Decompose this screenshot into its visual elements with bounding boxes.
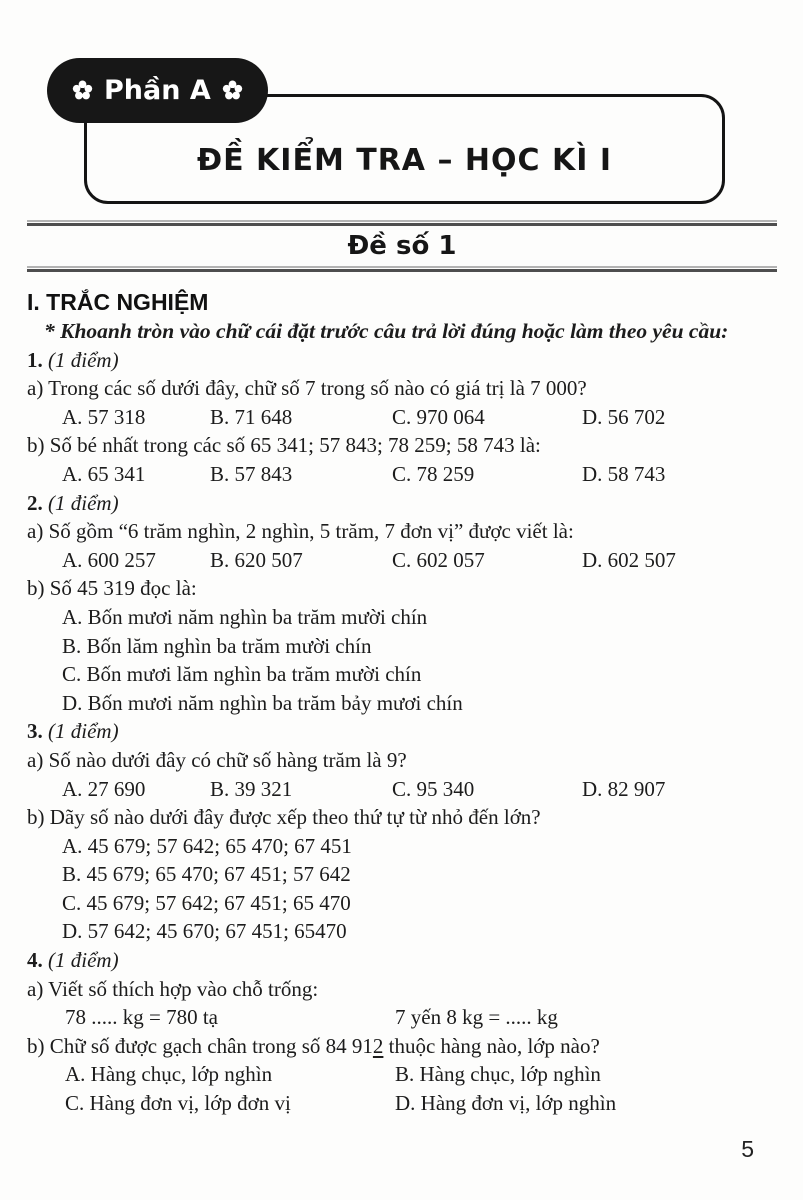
option-b: B. 620 507	[210, 547, 303, 572]
question-3	[27, 717, 779, 946]
test-number-band	[27, 220, 777, 272]
question-head	[27, 946, 779, 975]
section-instruction: * Khoanh tròn vào chữ cái đặt trước câu trả lời đúng hoặc làm theo yêu cầu:	[44, 319, 729, 343]
option-d: D. 56 702	[582, 404, 666, 429]
question-2b-options	[27, 603, 779, 717]
option-d: D. 58 743	[582, 461, 666, 486]
option-a: A. 45 679; 57 642; 65 470; 67 451	[62, 833, 352, 858]
question-points: (1 điểm)	[48, 719, 119, 744]
option-b: B. 45 679; 65 470; 67 451; 57 642	[62, 862, 351, 887]
option-d: D. Hàng đơn vị, lớp nghìn	[395, 1091, 617, 1116]
section-heading: I. TRẮC NGHIỆM	[27, 289, 209, 315]
option-a: A. Bốn mươi năm nghìn ba trăm mười chín	[62, 604, 428, 629]
question-4	[27, 946, 779, 1118]
question-1a-prompt: a) Trong các số dưới đây, chữ số 7 trong số nào có giá trị là 7 000?	[27, 376, 587, 401]
exam-title: ĐỀ KIỂM TRA – HỌC KÌ I	[196, 142, 613, 178]
question-4b-options	[27, 1060, 779, 1117]
option-c: C. 602 057	[392, 547, 485, 572]
option-c: C. 45 679; 57 642; 67 451; 65 470	[62, 890, 351, 915]
prompt-suffix: thuộc hàng nào, lớp nào?	[383, 1033, 600, 1058]
question-3b-options	[27, 832, 779, 946]
question-4a-prompt: a) Viết số thích hợp vào chỗ trống:	[27, 976, 319, 1001]
question-number: 3.	[27, 719, 43, 744]
option-c: C. 970 064	[392, 404, 485, 429]
option-b: B. Bốn lăm nghìn ba trăm mười chín	[62, 633, 372, 658]
question-1b-prompt: b) Số bé nhất trong các số 65 341; 57 843; 78 259; 58 743 là:	[27, 433, 541, 458]
question-1a-options	[27, 403, 779, 432]
option-b: B. 57 843	[210, 461, 293, 486]
option-a: A. 600 257	[62, 547, 156, 572]
question-2	[27, 489, 779, 718]
question-points: (1 điểm)	[48, 490, 119, 515]
question-number: 1.	[27, 347, 43, 372]
question-content	[27, 288, 779, 1118]
double-rule-bottom	[27, 266, 777, 272]
question-number: 4.	[27, 948, 43, 973]
question-2a-prompt: a) Số gồm “6 trăm nghìn, 2 nghìn, 5 trăm, 7 đơn vị” được viết là:	[27, 519, 574, 544]
option-a: A. 65 341	[62, 461, 146, 486]
underlined-digit: 2	[372, 1033, 384, 1058]
question-3a-prompt: a) Số nào dưới đây có chữ số hàng trăm là 9?	[27, 747, 407, 772]
flower-icon	[222, 80, 243, 101]
prompt-prefix: b) Chữ số được gạch chân trong số 84 91	[27, 1033, 373, 1058]
question-points: (1 điểm)	[48, 948, 119, 973]
option-c: C. 78 259	[392, 461, 475, 486]
option-d: D. Bốn mươi năm nghìn ba trăm bảy mươi chín	[62, 690, 463, 715]
option-d: D. 82 907	[582, 776, 666, 801]
fill-blank-equation: 7 yến 8 kg = ..... kg	[395, 1005, 558, 1030]
question-head	[27, 346, 779, 375]
question-4b-prompt	[27, 1032, 779, 1061]
page-number: 5	[741, 1136, 754, 1162]
question-points: (1 điểm)	[48, 347, 119, 372]
question-3b-prompt: b) Dãy số nào dưới đây được xếp theo thứ tự từ nhỏ đến lớn?	[27, 805, 541, 830]
part-a-badge	[48, 59, 267, 122]
fill-blank-equation: 78 ..... kg = 780 tạ	[65, 1005, 218, 1030]
flower-icon	[72, 80, 93, 101]
option-d: D. 602 507	[582, 547, 676, 572]
option-c: C. Bốn mươi lăm nghìn ba trăm mười chín	[62, 662, 422, 687]
question-4a-blanks	[27, 1003, 779, 1032]
option-b: B. 39 321	[210, 776, 293, 801]
question-1	[27, 346, 779, 489]
question-head	[27, 717, 779, 746]
part-badge-label: Phần A	[104, 75, 211, 106]
option-b: B. Hàng chục, lớp nghìn	[395, 1062, 601, 1087]
option-c: C. 95 340	[392, 776, 475, 801]
option-a: A. 57 318	[62, 404, 146, 429]
option-b: B. 71 648	[210, 404, 293, 429]
question-3a-options	[27, 775, 779, 804]
question-2a-options	[27, 546, 779, 575]
option-a: A. Hàng chục, lớp nghìn	[65, 1062, 273, 1087]
question-2b-prompt: b) Số 45 319 đọc là:	[27, 576, 197, 601]
question-1b-options	[27, 460, 779, 489]
option-c: C. Hàng đơn vị, lớp đơn vị	[65, 1091, 291, 1116]
test-number-title: Đề số 1	[347, 231, 457, 261]
option-a: A. 27 690	[62, 776, 146, 801]
question-head	[27, 489, 779, 518]
option-d: D. 57 642; 45 670; 67 451; 65470	[62, 919, 347, 944]
question-number: 2.	[27, 490, 43, 515]
